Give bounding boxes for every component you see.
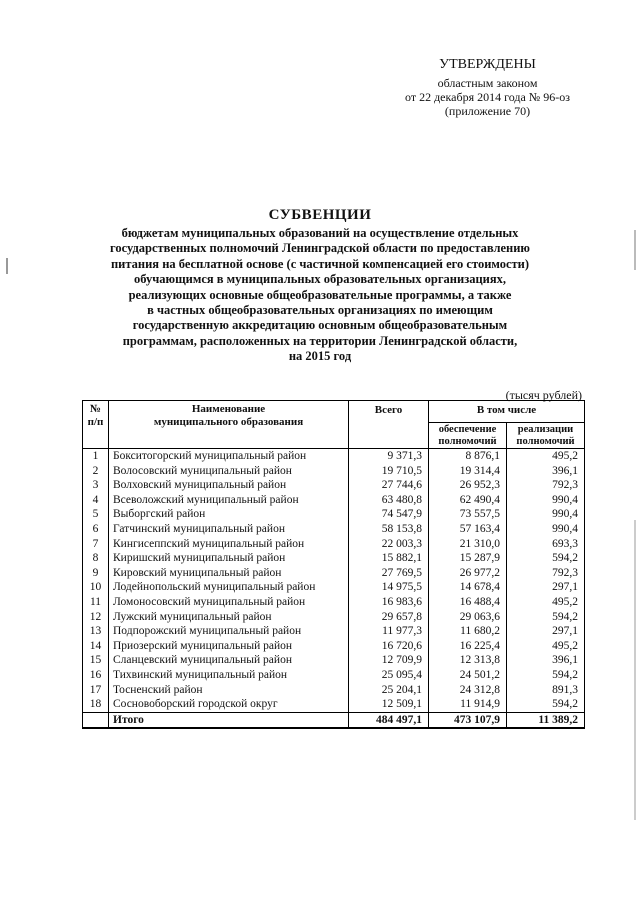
total-row <box>83 712 585 728</box>
header-total: Всего <box>349 401 429 449</box>
row-provide: 12 313,8 <box>429 653 507 668</box>
row-total: 16 720,6 <box>349 639 429 654</box>
row-provide: 16 225,4 <box>429 639 507 654</box>
title-line: на 2015 год <box>288 349 352 364</box>
table-row <box>83 507 585 522</box>
total-provide: 473 107,9 <box>429 712 507 728</box>
row-number: 6 <box>83 522 109 537</box>
row-number: 12 <box>83 610 109 625</box>
row-number: 16 <box>83 668 109 683</box>
row-provide: 73 557,5 <box>429 507 507 522</box>
table-row <box>83 493 585 508</box>
approval-block <box>405 58 570 118</box>
row-total: 63 480,8 <box>349 493 429 508</box>
title-line: программам, расположенных на территории Ленинградской области, <box>122 333 518 348</box>
row-number: 10 <box>83 580 109 595</box>
header-provide: обеспечение полномочий <box>429 423 507 449</box>
row-municipality: Лодейнопольский муниципальный район <box>109 580 349 595</box>
scan-edge-mark <box>634 520 636 820</box>
row-provide: 14 678,4 <box>429 580 507 595</box>
row-number: 1 <box>83 449 109 464</box>
row-municipality: Тосненский район <box>109 683 349 698</box>
table-row <box>83 580 585 595</box>
row-provide: 11 680,2 <box>429 624 507 639</box>
header-num: № п/п <box>83 401 109 449</box>
row-realize: 495,2 <box>507 449 585 464</box>
title-line: государственную аккредитацию основным общеобразовательным <box>132 318 508 333</box>
row-municipality: Ломоносовский муниципальный район <box>109 595 349 610</box>
table-row <box>83 668 585 683</box>
table-row <box>83 624 585 639</box>
row-number: 5 <box>83 507 109 522</box>
row-municipality: Бокситогорский муниципальный район <box>109 449 349 464</box>
table-row <box>83 464 585 479</box>
row-total: 12 509,1 <box>349 697 429 712</box>
row-number: 15 <box>83 653 109 668</box>
table-row <box>83 551 585 566</box>
row-municipality: Лужский муниципальный район <box>109 610 349 625</box>
row-municipality: Кингисеппский муниципальный район <box>109 537 349 552</box>
document-title <box>0 207 640 365</box>
table-row <box>83 566 585 581</box>
row-municipality: Гатчинский муниципальный район <box>109 522 349 537</box>
row-realize: 396,1 <box>507 653 585 668</box>
table-row <box>83 478 585 493</box>
title-line: в частных общеобразовательных организациях по имеющим <box>147 303 493 318</box>
row-number: 11 <box>83 595 109 610</box>
approval-law: областным законом <box>437 76 538 90</box>
row-municipality: Кировский муниципальный район <box>109 566 349 581</box>
table-row <box>83 537 585 552</box>
row-number: 18 <box>83 697 109 712</box>
table-row <box>83 449 585 464</box>
subvention-table-wrap <box>82 400 584 729</box>
row-realize: 594,2 <box>507 697 585 712</box>
row-municipality: Сланцевский муниципальный район <box>109 653 349 668</box>
row-total: 19 710,5 <box>349 464 429 479</box>
row-total: 58 153,8 <box>349 522 429 537</box>
row-total: 29 657,8 <box>349 610 429 625</box>
row-realize: 990,4 <box>507 507 585 522</box>
row-municipality: Подпорожский муниципальный район <box>109 624 349 639</box>
row-total: 15 882,1 <box>349 551 429 566</box>
row-total: 74 547,9 <box>349 507 429 522</box>
row-provide: 26 952,3 <box>429 478 507 493</box>
row-realize: 891,3 <box>507 683 585 698</box>
row-total: 12 709,9 <box>349 653 429 668</box>
title-line: государственных полномочий Ленинградской области по предоставлению <box>110 241 530 256</box>
row-total: 27 769,5 <box>349 566 429 581</box>
row-municipality: Тихвинский муниципальный район <box>109 668 349 683</box>
row-realize: 990,4 <box>507 493 585 508</box>
row-municipality: Волховский муниципальный район <box>109 478 349 493</box>
row-realize: 990,4 <box>507 522 585 537</box>
subvention-table <box>82 400 585 729</box>
units-label: (тысяч рублей) <box>505 388 582 402</box>
row-number: 17 <box>83 683 109 698</box>
row-provide: 21 310,0 <box>429 537 507 552</box>
row-total: 11 977,3 <box>349 624 429 639</box>
row-number: 3 <box>83 478 109 493</box>
row-number: 14 <box>83 639 109 654</box>
table-row <box>83 639 585 654</box>
row-provide: 8 876,1 <box>429 449 507 464</box>
table-row <box>83 610 585 625</box>
table-row <box>83 653 585 668</box>
row-municipality: Всеволожский муниципальный район <box>109 493 349 508</box>
table-row <box>83 697 585 712</box>
row-municipality: Выборгский район <box>109 507 349 522</box>
row-realize: 297,1 <box>507 580 585 595</box>
row-realize: 396,1 <box>507 464 585 479</box>
row-provide: 15 287,9 <box>429 551 507 566</box>
row-provide: 24 501,2 <box>429 668 507 683</box>
row-number: 13 <box>83 624 109 639</box>
table-row <box>83 595 585 610</box>
row-realize: 594,2 <box>507 668 585 683</box>
row-realize: 594,2 <box>507 610 585 625</box>
total-empty-cell <box>83 712 109 728</box>
row-number: 7 <box>83 537 109 552</box>
row-municipality: Сосновоборский городской округ <box>109 697 349 712</box>
row-number: 2 <box>83 464 109 479</box>
row-provide: 57 163,4 <box>429 522 507 537</box>
table-row <box>83 683 585 698</box>
approval-appendix: (приложение 70) <box>444 104 531 118</box>
table-row <box>83 522 585 537</box>
row-realize: 693,3 <box>507 537 585 552</box>
title-line: реализующих основные общеобразовательные программы, а также <box>128 287 512 302</box>
total-sum: 484 497,1 <box>349 712 429 728</box>
approval-date: от 22 декабря 2014 года № 96-оз <box>404 90 570 104</box>
header-including: В том числе <box>429 401 585 423</box>
row-total: 9 371,3 <box>349 449 429 464</box>
row-number: 4 <box>83 493 109 508</box>
row-municipality: Волосовский муниципальный район <box>109 464 349 479</box>
header-realize: реализации полномочий <box>507 423 585 449</box>
row-realize: 297,1 <box>507 624 585 639</box>
row-provide: 29 063,6 <box>429 610 507 625</box>
row-realize: 594,2 <box>507 551 585 566</box>
title-line: бюджетам муниципальных образований на осуществление отдельных <box>121 226 519 240</box>
row-realize: 495,2 <box>507 639 585 654</box>
row-realize: 792,3 <box>507 478 585 493</box>
row-total: 27 744,6 <box>349 478 429 493</box>
title-line: обучающимся в муниципальных образовательных организациях, <box>133 272 507 287</box>
row-provide: 16 488,4 <box>429 595 507 610</box>
row-municipality: Приозерский муниципальный район <box>109 639 349 654</box>
row-number: 8 <box>83 551 109 566</box>
row-total: 25 095,4 <box>349 668 429 683</box>
row-total: 14 975,5 <box>349 580 429 595</box>
row-total: 25 204,1 <box>349 683 429 698</box>
row-realize: 792,3 <box>507 566 585 581</box>
row-provide: 62 490,4 <box>429 493 507 508</box>
row-provide: 19 314,4 <box>429 464 507 479</box>
row-total: 16 983,6 <box>349 595 429 610</box>
header-name: Наименование муниципального образования <box>109 401 349 449</box>
row-municipality: Киришский муниципальный район <box>109 551 349 566</box>
approval-title: УТВЕРЖДЕНЫ <box>439 57 536 72</box>
title-main: СУБВЕНЦИИ <box>268 207 372 223</box>
row-provide: 11 914,9 <box>429 697 507 712</box>
row-number: 9 <box>83 566 109 581</box>
title-line: питания на бесплатной основе (с частичной компенсацией его стоимости) <box>110 256 530 271</box>
row-provide: 24 312,8 <box>429 683 507 698</box>
total-label: Итого <box>109 712 349 728</box>
total-realize: 11 389,2 <box>507 712 585 728</box>
row-provide: 26 977,2 <box>429 566 507 581</box>
row-total: 22 003,3 <box>349 537 429 552</box>
row-realize: 495,2 <box>507 595 585 610</box>
